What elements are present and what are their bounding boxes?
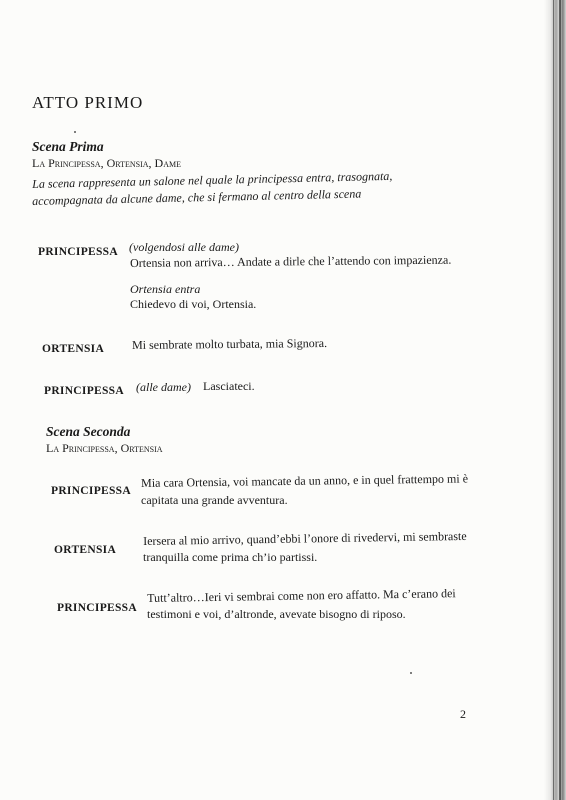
- dialogue-line: testimoni e voi, d’altronde, avevate bisogno di riposo.: [147, 607, 406, 621]
- stage-direction: (alle dame): [136, 380, 191, 394]
- dialogue-line: Iersera al mio arrivo, quand’ebbi l’onore di rivedervi, mi sembraste: [143, 528, 467, 548]
- dialogue-line: Chiedevo di voi, Ortensia.: [130, 297, 257, 311]
- scene-1-title: Scena Prima: [32, 139, 104, 154]
- scene-2-characters: La Principessa, Ortensia: [46, 441, 163, 455]
- speaker-label: PRINCIPESSA: [38, 246, 118, 258]
- dialogue-line: capitata una grande avventura.: [141, 493, 288, 507]
- dialogue-line: Ortensia non arriva… Andate a dirle che l’attendo con impazienza.: [130, 252, 452, 270]
- dialogue-line: Mia cara Ortensia, voi mancate da un anno, e in quel frattempo mi è: [141, 471, 469, 490]
- speaker-label: ORTENSIA: [42, 343, 105, 355]
- act-title: ATTO PRIMO: [32, 93, 144, 112]
- dialogue-line: tranquilla come prima ch’io partissi.: [143, 550, 318, 564]
- speaker-label: ORTENSIA: [54, 544, 117, 556]
- page-number: 2: [460, 707, 466, 721]
- speaker-label: PRINCIPESSA: [51, 485, 131, 497]
- speck-mark: [410, 672, 412, 674]
- book-binding-edge: [544, 0, 566, 800]
- dialogue-line: Lasciateci.: [203, 379, 255, 393]
- speck-mark: [74, 131, 76, 133]
- dialogue-line: Tutt’altro…Ieri vi sembrai come non ero affatto. Ma c’erano dei: [147, 586, 456, 605]
- scene-1-stage-direction-line-2: accompagnata da alcune dame, che si fermano al centro della scena: [32, 186, 362, 208]
- scene-1-characters: La Principessa, Ortensia, Dame: [32, 156, 181, 170]
- stage-direction: Ortensia entra: [130, 282, 201, 296]
- scene-2-title: Scena Seconda: [46, 424, 131, 439]
- speaker-label: PRINCIPESSA: [44, 385, 124, 397]
- dialogue-line: Mi sembrate molto turbata, mia Signora.: [132, 335, 328, 352]
- stage-direction: (volgendosi alle dame): [129, 240, 239, 254]
- scene-1-stage-direction-line-1: La scena rappresenta un salone nel quale la principessa entra, trasognata,: [32, 168, 393, 191]
- speaker-label: PRINCIPESSA: [57, 602, 137, 614]
